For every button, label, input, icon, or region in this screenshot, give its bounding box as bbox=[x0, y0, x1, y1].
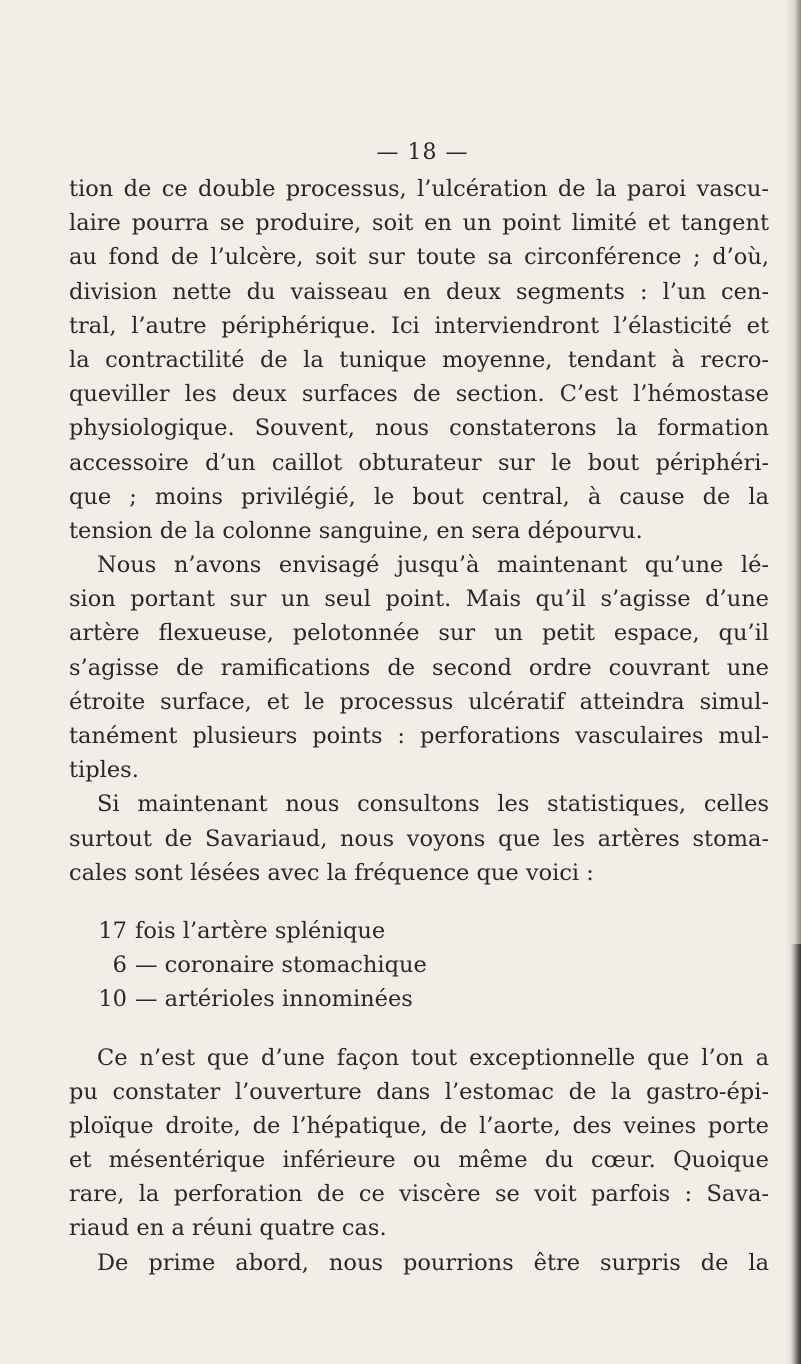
paragraph-4 bbox=[69, 1041, 769, 1246]
text-line: au fond de l’ulcère, soit sur toute sa circonférence ; d’où, bbox=[69, 244, 769, 271]
text-line: queviller les deux surfaces de section. C’est l’hémostase bbox=[69, 381, 769, 408]
text-line: tral, l’autre périphérique. Ici interviendront l’élasticité et bbox=[69, 312, 769, 339]
text-line: tion de ce double processus, l’ulcération de la paroi vascu- bbox=[69, 176, 769, 202]
list-text: — coronaire stomachique bbox=[135, 952, 427, 979]
text-line: De prime abord, nous pourrions être surpris de la bbox=[97, 1249, 769, 1276]
text-line: riaud en a réuni quatre cas. bbox=[69, 1215, 387, 1242]
text-line: accessoire d’un caillot obturateur sur le bout périphéri- bbox=[69, 449, 769, 476]
text-line: rare, la perforation de ce viscère se voit parfois : Sava- bbox=[69, 1181, 769, 1208]
paragraph-2 bbox=[69, 548, 769, 787]
page-number: — 18 — bbox=[376, 140, 469, 165]
text-line: Nous n’avons envisagé jusqu’à maintenant qu’une lé- bbox=[97, 552, 769, 579]
text-line: division nette du vaisseau en deux segments : l’un cen- bbox=[69, 278, 769, 305]
text-line: la contractilité de la tunique moyenne, tendant à recro- bbox=[69, 346, 769, 373]
page-edge-dark bbox=[791, 944, 801, 1364]
list-count: 10 bbox=[98, 986, 127, 1013]
text-line: artère flexueuse, pelotonnée sur un petit espace, qu’il bbox=[69, 620, 769, 647]
text-line: étroite surface, et le processus ulcératif atteindra simul- bbox=[69, 688, 769, 715]
text-line: laire pourra se produire, soit en un point limité et tangent bbox=[69, 210, 769, 237]
text-line: cales sont lésées avec la fréquence que voici : bbox=[69, 859, 594, 886]
paragraph-3 bbox=[69, 787, 769, 890]
text-line: surtout de Savariaud, nous voyons que les artères stoma- bbox=[69, 825, 769, 852]
text-line: s’agisse de ramifications de second ordre couvrant une bbox=[69, 654, 769, 681]
list-item bbox=[69, 914, 769, 948]
list-count: 17 bbox=[98, 917, 127, 944]
text-line: physiologique. Souvent, nous constaterons la formation bbox=[69, 415, 769, 442]
text-line: Si maintenant nous consultons les statistiques, celles bbox=[97, 791, 769, 818]
body-text bbox=[69, 172, 769, 1280]
artery-frequency-list bbox=[69, 914, 769, 1017]
paragraph-5 bbox=[69, 1246, 769, 1280]
list-count: 6 bbox=[112, 952, 127, 979]
text-line: et mésentérique inférieure ou même du cœur. Quoique bbox=[69, 1147, 769, 1174]
paragraph-1 bbox=[69, 172, 769, 548]
text-line: que ; moins privilégié, le bout central, à cause de la bbox=[69, 483, 769, 510]
text-line: tiples. bbox=[69, 757, 139, 784]
text-line: tanément plusieurs points : perforations vasculaires mul- bbox=[69, 723, 769, 749]
list-text: — artérioles innominées bbox=[135, 986, 413, 1013]
text-line: sion portant sur un seul point. Mais qu’il s’agisse d’une bbox=[69, 586, 769, 613]
text-line: Ce n’est que d’une façon tout exceptionnelle que l’on a bbox=[97, 1044, 769, 1071]
list-text: fois l’artère splénique bbox=[135, 917, 386, 944]
list-item bbox=[69, 948, 769, 982]
text-line: pu constater l’ouverture dans l’estomac de la gastro-épi- bbox=[69, 1078, 769, 1105]
text-line: ploïque droite, de l’hépatique, de l’aorte, des veines porte bbox=[69, 1112, 769, 1139]
list-item bbox=[69, 982, 769, 1016]
text-line: tension de la colonne sanguine, en sera dépourvu. bbox=[69, 517, 643, 544]
